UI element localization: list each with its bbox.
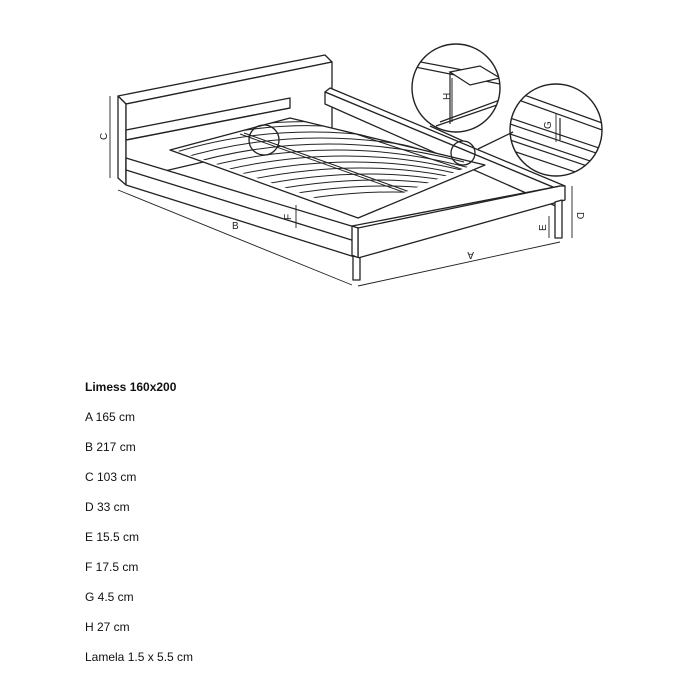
spec-b: B 217 cm [85, 440, 136, 454]
label-d: D [574, 212, 585, 220]
label-f: F [283, 213, 294, 220]
bed-dimension-diagram [0, 0, 700, 330]
label-b: B [232, 221, 239, 232]
spec-g: G 4.5 cm [85, 590, 134, 604]
label-e: E [538, 224, 549, 231]
spec-e: E 15.5 cm [85, 530, 140, 544]
detail-view-h [410, 44, 500, 132]
detail-view-g [510, 84, 605, 182]
spec-d: D 33 cm [85, 500, 130, 514]
spec-a: A 165 cm [85, 410, 136, 424]
spec-h: H 27 cm [85, 620, 130, 634]
front-left-leg [353, 256, 360, 280]
label-g: G [543, 121, 554, 129]
spec-f: F 17.5 cm [85, 560, 139, 574]
label-c: C [99, 132, 110, 140]
label-a: A [467, 249, 474, 260]
spec-lamela: Lamela 1.5 x 5.5 cm [85, 650, 194, 664]
front-right-leg [555, 200, 562, 238]
spec-c: C 103 cm [85, 470, 137, 484]
product-title: Limess 160x200 [85, 380, 177, 394]
label-h: H [442, 92, 453, 100]
